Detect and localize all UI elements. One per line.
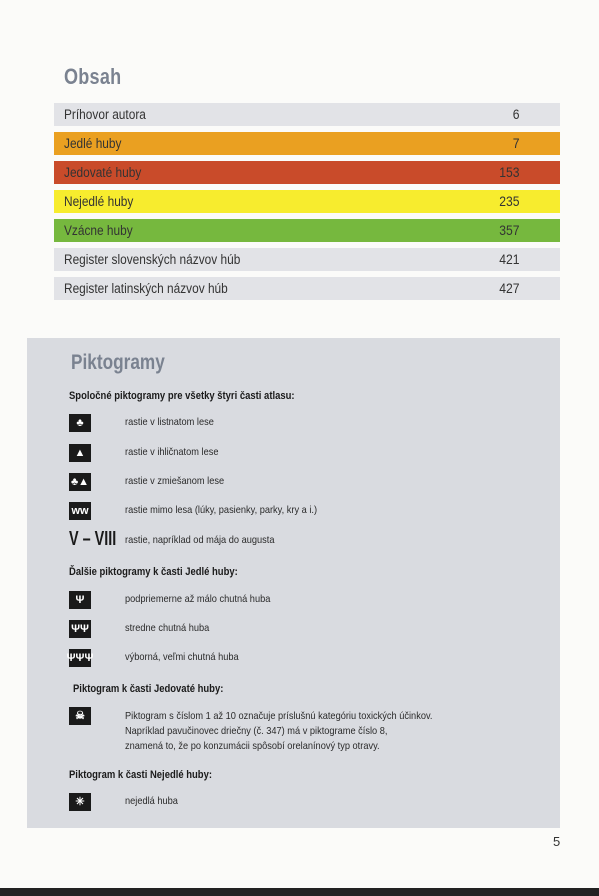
pictogram-text: stredne chutná huba xyxy=(125,622,210,634)
pictogram-text: výborná, veľmi chutná huba xyxy=(125,651,239,663)
one-fork-icon: Ψ xyxy=(69,591,91,609)
toc-page-number: 421 xyxy=(499,252,520,267)
grass-icon: ww xyxy=(69,502,91,520)
table-of-contents xyxy=(54,103,560,306)
toc-label: Register slovenských názvov húb xyxy=(64,252,241,267)
toc-page-number: 427 xyxy=(499,281,520,296)
mixed-forest-icon: ♣▲ xyxy=(69,473,91,491)
page-number: 5 xyxy=(553,834,561,849)
three-forks-icon: ΨΨΨ xyxy=(69,649,91,667)
pictogram-text: rastie v zmiešanom lese xyxy=(125,475,225,487)
season-text: rastie, napríklad od mája do augusta xyxy=(125,534,275,546)
toxic-line: Napríklad pavučinovec driečny (č. 347) má v piktograme číslo 8, xyxy=(125,725,388,737)
toc-row[interactable] xyxy=(54,248,560,271)
toc-page-number: 7 xyxy=(513,136,520,151)
toc-row[interactable] xyxy=(54,277,560,300)
toc-page-number: 357 xyxy=(499,223,520,238)
page-title: Obsah xyxy=(64,64,122,89)
common-pictograms-heading: Spoločné piktogramy pre všetky štyri časti atlasu: xyxy=(69,390,295,402)
toc-page-number: 153 xyxy=(499,165,520,180)
two-forks-icon: ΨΨ xyxy=(69,620,91,638)
toc-label: Nejedlé huby xyxy=(64,194,134,209)
toc-label: Jedlé huby xyxy=(64,136,122,151)
toc-label: Register latinských názvov húb xyxy=(64,281,228,296)
pictogram-text: podpriemerne až málo chutná huba xyxy=(125,593,271,605)
conifer-tree-icon: ▲ xyxy=(69,444,91,462)
toc-row[interactable] xyxy=(54,219,560,242)
toc-row[interactable] xyxy=(54,190,560,213)
toc-page-number: 6 xyxy=(513,107,520,122)
toc-row[interactable] xyxy=(54,103,560,126)
pictogram-text: rastie v listnatom lese xyxy=(125,416,214,428)
skull-icon: ☠ xyxy=(69,707,91,725)
pictogram-text: rastie v ihličnatom lese xyxy=(125,446,219,458)
toc-label: Príhovor autora xyxy=(64,107,146,122)
toxic-line: znamená to, že po konzumácii spôsobí orelanínový typ otravy. xyxy=(125,740,380,752)
bottom-edge xyxy=(0,888,599,896)
pictogram-text: nejedlá huba xyxy=(125,795,178,807)
pictograms-title: Piktogramy xyxy=(71,351,165,374)
toc-row[interactable] xyxy=(54,132,560,155)
toc-row[interactable] xyxy=(54,161,560,184)
inedible-icon: ✳ xyxy=(69,793,91,811)
toc-label: Vzácne huby xyxy=(64,223,133,238)
toxic-line: Piktogram s číslom 1 až 10 označuje príslušnú kategóriu toxických účinkov. xyxy=(125,710,433,722)
toxic-description xyxy=(125,709,432,754)
toc-label: Jedovaté huby xyxy=(64,165,142,180)
inedible-pictogram-heading: Piktogram k časti Nejedlé huby: xyxy=(69,769,213,781)
pictogram-text: rastie mimo lesa (lúky, pasienky, parky, kry a i.) xyxy=(125,504,318,516)
season-range: V – VIII xyxy=(69,528,117,550)
deciduous-tree-icon: ♣ xyxy=(69,414,91,432)
edible-pictograms-heading: Ďalšie piktogramy k časti Jedlé huby: xyxy=(69,566,238,578)
toxic-pictogram-heading: Piktogram k časti Jedovaté huby: xyxy=(73,683,224,695)
pictograms-panel xyxy=(27,338,560,828)
toc-page-number: 235 xyxy=(499,194,520,209)
